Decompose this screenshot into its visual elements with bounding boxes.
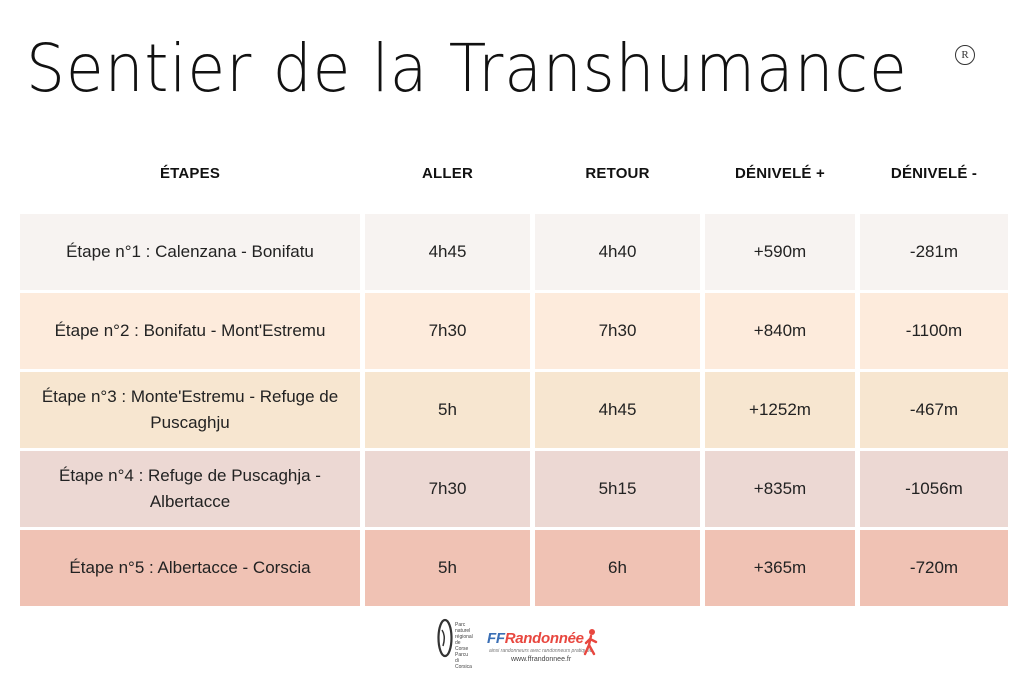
cell-etape: Étape n°4 : Refuge de Puscaghja - Albertacce [20, 451, 360, 527]
cell-retour: 7h30 [535, 293, 700, 369]
table-header [0, 165, 1024, 187]
cell-etape: Étape n°5 : Albertacce - Corscia [20, 530, 360, 606]
cell-denivele-minus: -281m [860, 214, 1008, 290]
cell-retour: 5h15 [535, 451, 700, 527]
cell-denivele-minus: -1100m [860, 293, 1008, 369]
ffr-name-b: Randonnée [504, 630, 584, 647]
pnr-logo-text: Parc naturel régional de Corse Parcu di Corsica [455, 622, 473, 670]
pnr-corse-logo-icon [437, 618, 453, 658]
cell-denivele-minus: -720m [860, 530, 1008, 606]
ffr-url: www.ffrandonnee.fr [511, 656, 572, 663]
footer-logos [437, 614, 607, 670]
cell-aller: 7h30 [365, 293, 530, 369]
ffr-name-a: FF [487, 630, 505, 647]
page-title: Sentier de la Transhumance [26, 30, 908, 107]
table-row [20, 530, 1008, 606]
cell-aller: 5h [365, 372, 530, 448]
registered-mark: R [955, 45, 975, 65]
table-row [20, 372, 1008, 448]
col-header-denivele-minus: DÉNIVELÉ - [890, 165, 978, 182]
ffrandonnee-logo [487, 630, 584, 647]
table-row [20, 214, 1008, 290]
table-row [20, 293, 1008, 369]
col-header-aller: ALLER [422, 165, 473, 182]
cell-etape: Étape n°3 : Monte'Estremu - Refuge de Puscaghju [20, 372, 360, 448]
hiker-icon [583, 628, 599, 656]
cell-denivele-plus: +840m [705, 293, 855, 369]
ffr-tagline: ainsi randonneurs avec randonneurs pratiquée [489, 648, 593, 654]
cell-etape: Étape n°1 : Calenzana - Bonifatu [20, 214, 360, 290]
table-row [20, 451, 1008, 527]
cell-denivele-plus: +1252m [705, 372, 855, 448]
cell-aller: 5h [365, 530, 530, 606]
col-header-etapes: ÉTAPES [159, 165, 221, 182]
cell-denivele-plus: +835m [705, 451, 855, 527]
col-header-retour: RETOUR [585, 165, 650, 182]
cell-retour: 4h45 [535, 372, 700, 448]
cell-denivele-plus: +590m [705, 214, 855, 290]
col-header-denivele-plus: DÉNIVELÉ + [735, 165, 825, 182]
cell-retour: 4h40 [535, 214, 700, 290]
cell-aller: 4h45 [365, 214, 530, 290]
cell-aller: 7h30 [365, 451, 530, 527]
cell-denivele-plus: +365m [705, 530, 855, 606]
cell-denivele-minus: -1056m [860, 451, 1008, 527]
cell-denivele-minus: -467m [860, 372, 1008, 448]
cell-retour: 6h [535, 530, 700, 606]
cell-etape: Étape n°2 : Bonifatu - Mont'Estremu [20, 293, 360, 369]
